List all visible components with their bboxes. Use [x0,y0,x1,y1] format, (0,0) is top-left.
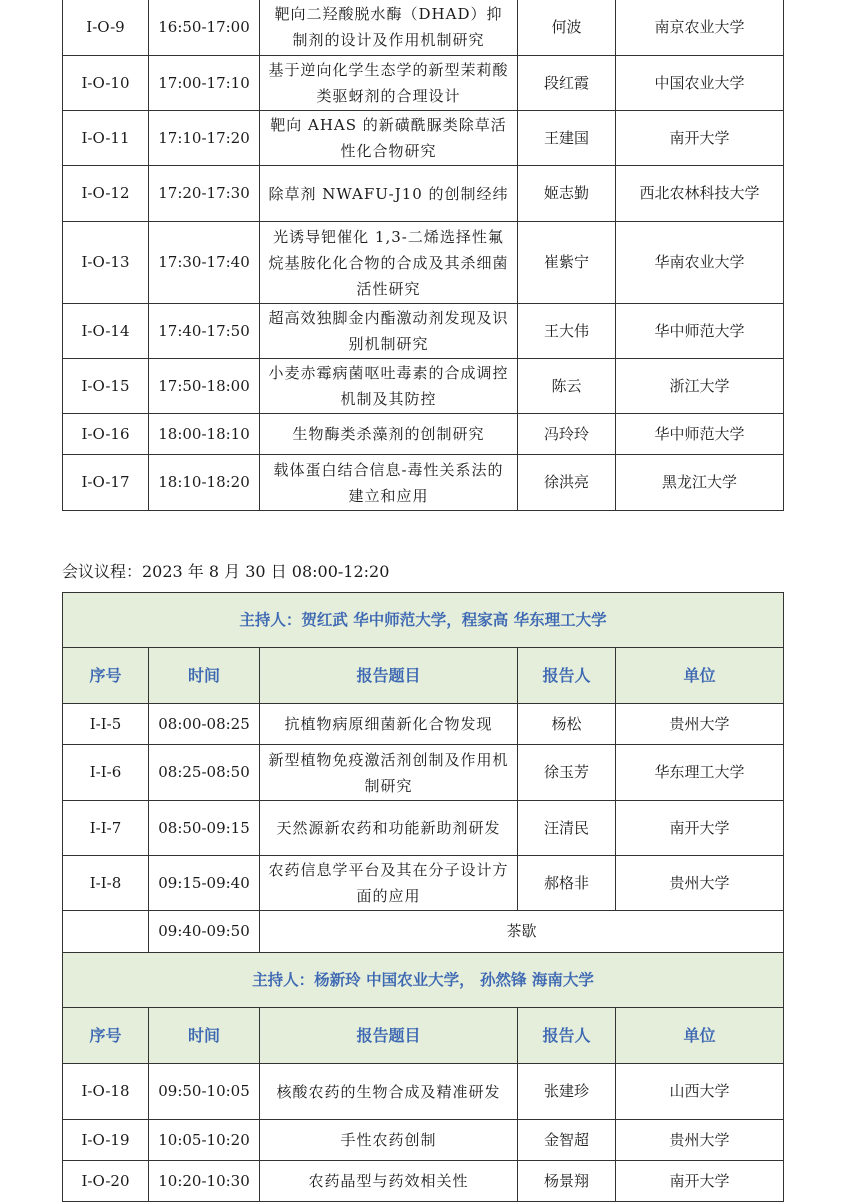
table-row [63,1120,784,1161]
row-unit: 贵州大学 [616,856,784,911]
session-host-row [63,953,784,1008]
row-unit: 黑龙江大学 [616,455,784,511]
row-title: 靶向二羟酸脱水酶（DHAD）抑制剂的设计及作用机制研究 [260,0,518,56]
table-row [63,304,784,359]
row-number: I-O-13 [63,222,149,304]
row-title: 天然源新农药和功能新助剂研发 [260,801,518,856]
row-unit: 华东理工大学 [616,745,784,801]
row-speaker: 徐玉芳 [518,745,616,801]
row-number: I-O-12 [63,166,149,222]
row-unit: 华南农业大学 [616,222,784,304]
header-speaker: 报告人 [518,648,616,704]
row-time: 10:20-10:30 [149,1161,260,1202]
session-host: 主持人：贺红武 华中师范大学，程家高 华东理工大学 [63,593,784,648]
row-time: 17:50-18:00 [149,359,260,414]
row-title: 靶向 AHAS 的新磺酰脲类除草活性化合物研究 [260,111,518,166]
row-time: 18:00-18:10 [149,414,260,455]
table-row [63,0,784,56]
break-number [63,911,149,953]
row-unit: 南开大学 [616,1161,784,1202]
row-number: I-I-8 [63,856,149,911]
row-number: I-O-15 [63,359,149,414]
header-time: 时间 [149,1008,260,1064]
row-speaker: 张建珍 [518,1064,616,1120]
row-speaker: 金智超 [518,1120,616,1161]
row-speaker: 汪清民 [518,801,616,856]
row-title: 基于逆向化学生态学的新型茉莉酸类驱蚜剂的合理设计 [260,56,518,111]
table-row [63,1064,784,1120]
row-number: I-O-18 [63,1064,149,1120]
agenda-heading: 会议议程：2023 年 8 月 30 日 08:00-12:20 [62,562,390,581]
table-row [63,56,784,111]
session-host-row [63,593,784,648]
row-time: 17:30-17:40 [149,222,260,304]
row-title: 农药信息学平台及其在分子设计方面的应用 [260,856,518,911]
row-title: 光诱导钯催化 1,3-二烯选择性氟烷基胺化化合物的合成及其杀细菌活性研究 [260,222,518,304]
row-number: I-O-20 [63,1161,149,1202]
schedule-table-afternoon [62,0,784,511]
row-time: 09:50-10:05 [149,1064,260,1120]
row-time: 16:50-17:00 [149,0,260,56]
row-unit: 山西大学 [616,1064,784,1120]
row-title: 生物酶类杀藻剂的创制研究 [260,414,518,455]
break-time: 09:40-09:50 [149,911,260,953]
header-unit: 单位 [616,648,784,704]
row-title: 抗植物病原细菌新化合物发现 [260,704,518,745]
table-row [63,111,784,166]
row-unit: 华中师范大学 [616,414,784,455]
header-unit: 单位 [616,1008,784,1064]
table-row [63,856,784,911]
row-number: I-O-17 [63,455,149,511]
row-time: 10:05-10:20 [149,1120,260,1161]
row-time: 17:40-17:50 [149,304,260,359]
header-number: 序号 [63,648,149,704]
row-number: I-O-9 [63,0,149,56]
row-number: I-O-16 [63,414,149,455]
row-speaker: 何波 [518,0,616,56]
row-title: 载体蛋白结合信息-毒性关系法的建立和应用 [260,455,518,511]
row-time: 08:25-08:50 [149,745,260,801]
row-time: 17:00-17:10 [149,56,260,111]
table-row [63,414,784,455]
row-unit: 中国农业大学 [616,56,784,111]
row-title: 除草剂 NWAFU-J10 的创制经纬 [260,166,518,222]
header-number: 序号 [63,1008,149,1064]
row-unit: 浙江大学 [616,359,784,414]
row-speaker: 段红霞 [518,56,616,111]
row-unit: 南开大学 [616,111,784,166]
row-title: 核酸农药的生物合成及精准研发 [260,1064,518,1120]
table-row [63,745,784,801]
row-time: 08:50-09:15 [149,801,260,856]
row-time: 17:20-17:30 [149,166,260,222]
schedule-table-morning [62,592,784,1202]
break-row [63,911,784,953]
header-time: 时间 [149,648,260,704]
row-number: I-I-5 [63,704,149,745]
row-speaker: 杨景翔 [518,1161,616,1202]
row-speaker: 徐洪亮 [518,455,616,511]
table-row [63,455,784,511]
header-title: 报告题目 [260,648,518,704]
table-row [63,1161,784,1202]
row-number: I-O-19 [63,1120,149,1161]
row-title: 新型植物免疫激活剂创制及作用机制研究 [260,745,518,801]
row-time: 18:10-18:20 [149,455,260,511]
row-number: I-I-6 [63,745,149,801]
table-row [63,359,784,414]
row-speaker: 崔紫宁 [518,222,616,304]
row-title: 超高效独脚金内酯激动剂发现及识别机制研究 [260,304,518,359]
table-row [63,801,784,856]
column-header-row [63,1008,784,1064]
row-title: 手性农药创制 [260,1120,518,1161]
row-title: 小麦赤霉病菌呕吐毒素的合成调控机制及其防控 [260,359,518,414]
row-speaker: 杨松 [518,704,616,745]
row-time: 08:00-08:25 [149,704,260,745]
row-unit: 南京农业大学 [616,0,784,56]
table-row [63,222,784,304]
row-time: 17:10-17:20 [149,111,260,166]
row-speaker: 王大伟 [518,304,616,359]
column-header-row [63,648,784,704]
row-unit: 西北农林科技大学 [616,166,784,222]
header-title: 报告题目 [260,1008,518,1064]
row-speaker: 王建国 [518,111,616,166]
row-speaker: 郝格非 [518,856,616,911]
row-number: I-I-7 [63,801,149,856]
row-speaker: 陈云 [518,359,616,414]
row-time: 09:15-09:40 [149,856,260,911]
row-number: I-O-11 [63,111,149,166]
header-speaker: 报告人 [518,1008,616,1064]
table-row [63,166,784,222]
row-number: I-O-14 [63,304,149,359]
row-number: I-O-10 [63,56,149,111]
row-unit: 华中师范大学 [616,304,784,359]
row-speaker: 姬志勤 [518,166,616,222]
table-row [63,704,784,745]
row-unit: 贵州大学 [616,1120,784,1161]
row-unit: 南开大学 [616,801,784,856]
row-title: 农药晶型与药效相关性 [260,1161,518,1202]
row-unit: 贵州大学 [616,704,784,745]
break-label: 茶歇 [260,911,784,953]
session-host: 主持人：杨新玲 中国农业大学， 孙然锋 海南大学 [63,953,784,1008]
row-speaker: 冯玲玲 [518,414,616,455]
